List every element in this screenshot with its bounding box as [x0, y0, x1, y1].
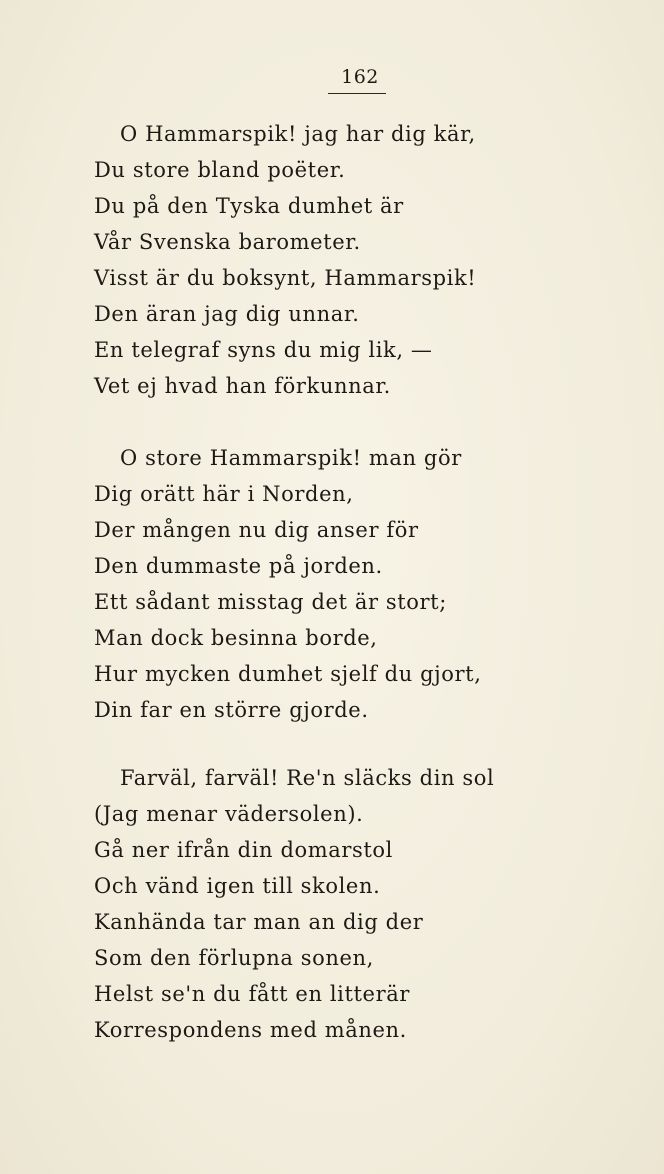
poem-line: Du på den Tyska dumhet är — [94, 194, 404, 218]
poem-line: Och vänd igen till skolen. — [94, 874, 381, 898]
poem-line: Den äran jag dig unnar. — [94, 302, 360, 326]
poem-line: O store Hammarspik! man gör — [120, 446, 462, 470]
poem-line: Farväl, farväl! Re'n släcks din sol — [120, 766, 495, 790]
poem-line: (Jag menar vädersolen). — [94, 802, 364, 826]
poem-line: Du store bland poëter. — [94, 158, 346, 182]
stanza-2 — [94, 440, 564, 728]
stanza-1 — [94, 116, 564, 404]
poem-line: Man dock besinna borde, — [94, 626, 378, 650]
page-number-underline — [328, 93, 386, 94]
poem-line: Visst är du boksynt, Hammarspik! — [94, 266, 477, 290]
poem-line: Dig orätt här i Norden, — [94, 482, 354, 506]
poem-line: En telegraf syns du mig lik, — — [94, 338, 433, 362]
poem-line: Gå ner ifrån din domarstol — [94, 838, 393, 862]
page-number: 162 — [341, 66, 379, 88]
poem-line: Som den förlupna sonen, — [94, 946, 374, 970]
poem-line: Hur mycken dumhet sjelf du gjort, — [94, 662, 482, 686]
poem-line: Den dummaste på jorden. — [94, 554, 383, 578]
stanza-3 — [94, 760, 564, 1048]
poem-line: Der mången nu dig anser för — [94, 518, 419, 542]
poem-line: O Hammarspik! jag har dig kär, — [120, 122, 476, 146]
poem-line: Kanhända tar man an dig der — [94, 910, 424, 934]
poem-line: Korrespondens med månen. — [94, 1018, 407, 1042]
poem-line: Vet ej hvad han förkunnar. — [94, 374, 391, 398]
poem-line: Vår Svenska barometer. — [94, 230, 361, 254]
poem-line: Helst se'n du fått en litterär — [94, 982, 410, 1006]
poem-line: Ett sådant misstag det är stort; — [94, 590, 447, 614]
poem-line: Din far en större gjorde. — [94, 698, 369, 722]
